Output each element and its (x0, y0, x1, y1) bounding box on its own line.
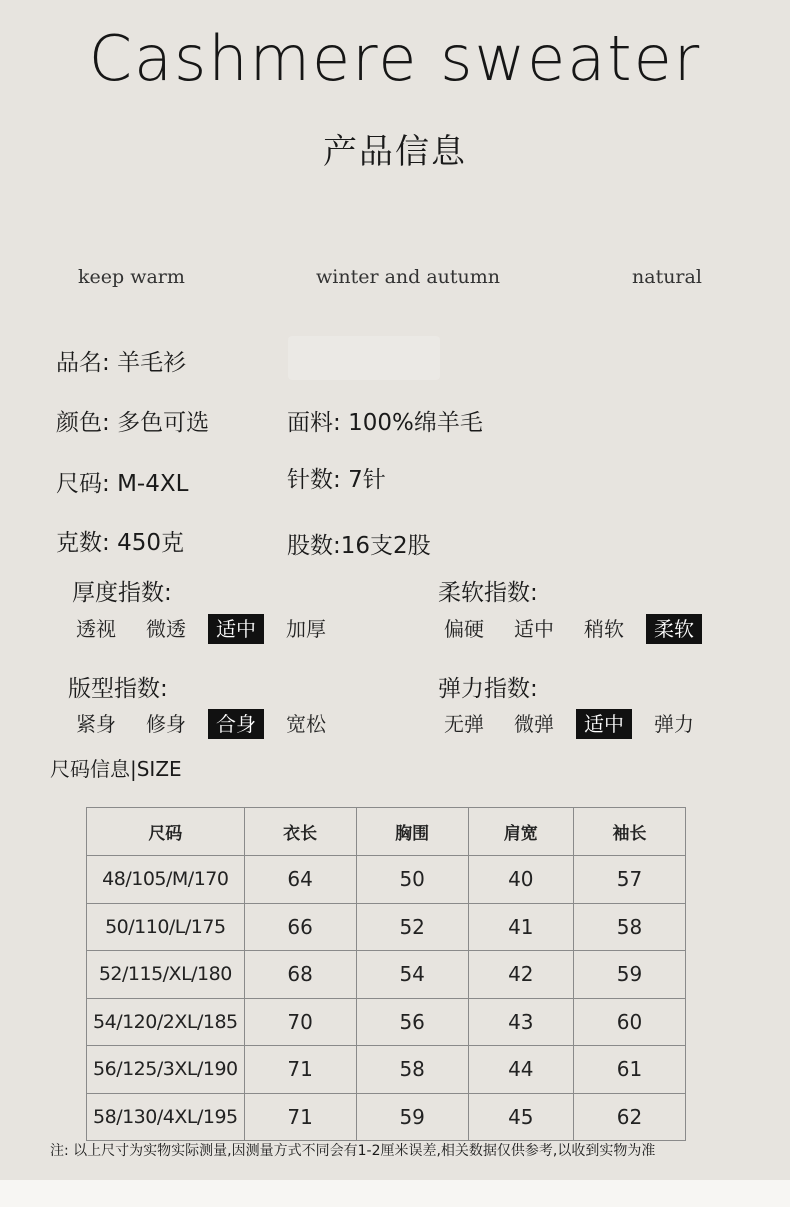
table-cell: 44 (468, 1046, 573, 1094)
table-row (87, 903, 686, 951)
table-cell: 54 (356, 951, 468, 999)
size-table (86, 807, 686, 1141)
spec-ply: 股数:16支2股 (287, 533, 431, 559)
page-title: Cashmere sweater (88, 22, 702, 95)
elasticity-index-title: 弹力指数 : (438, 670, 538, 703)
elasticity-option: 无弹 (444, 712, 484, 736)
table-cell: 58 (573, 903, 685, 951)
table-cell: 59 (573, 951, 685, 999)
table-row (87, 856, 686, 904)
blurred-watermark (288, 336, 440, 380)
softness-index-title: 柔软指数 : (438, 574, 538, 607)
table-row (87, 998, 686, 1046)
table-cell: 58 (356, 1046, 468, 1094)
table-cell: 41 (468, 903, 573, 951)
thickness-option: 透视 (76, 617, 116, 641)
thickness-option: 加厚 (286, 617, 326, 641)
section-title: 产品信息 (323, 132, 467, 172)
spec-needles: 针数 : 7针 (287, 461, 386, 494)
fit-index-options (68, 709, 348, 739)
column-header: 尺码 (87, 808, 245, 856)
feature-tag-keep-warm: keep warm (78, 266, 185, 288)
fit-option: 紧身 (76, 712, 116, 736)
table-cell: 68 (244, 951, 356, 999)
column-header: 胸围 (356, 808, 468, 856)
table-cell: 43 (468, 998, 573, 1046)
table-row (87, 1046, 686, 1094)
feature-tag-natural: natural (632, 266, 702, 288)
table-cell: 50/110/L/175 (87, 903, 245, 951)
spec-fabric: 面料 : 100%绵羊毛 (287, 404, 483, 437)
table-cell: 54/120/2XL/185 (87, 998, 245, 1046)
size-table-header-row (87, 808, 686, 856)
elasticity-option: 微弹 (514, 712, 554, 736)
softness-option: 偏硬 (444, 617, 484, 641)
fit-index-title: 版型指数 : (68, 670, 168, 703)
spec-size: 尺码 : M-4XL (56, 465, 188, 498)
fit-option: 宽松 (286, 712, 326, 736)
table-cell: 61 (573, 1046, 685, 1094)
table-cell: 62 (573, 1093, 685, 1141)
spec-product-name: 品名 : 羊毛衫 (56, 344, 186, 377)
table-cell: 70 (244, 998, 356, 1046)
column-header: 肩宽 (468, 808, 573, 856)
table-cell: 71 (244, 1046, 356, 1094)
spec-weight: 克数 : 450克 (56, 524, 184, 557)
thickness-index-title: 厚度指数 : (72, 574, 172, 607)
table-row (87, 951, 686, 999)
table-cell: 50 (356, 856, 468, 904)
table-cell: 40 (468, 856, 573, 904)
table-cell: 66 (244, 903, 356, 951)
thickness-index-options (68, 614, 348, 644)
softness-index-options (436, 614, 716, 644)
spec-color: 颜色 : 多色可选 (56, 404, 209, 437)
column-header: 袖长 (573, 808, 685, 856)
thickness-option: 微透 (146, 617, 186, 641)
table-cell: 59 (356, 1093, 468, 1141)
table-cell: 42 (468, 951, 573, 999)
measurement-note: 注: 以上尺寸为实物实际测量,因测量方式不同会有1-2厘米误差,相关数据仅供参考,以收到实物为准 (50, 1143, 656, 1159)
feature-tag-season: winter and autumn (316, 266, 501, 288)
table-cell: 71 (244, 1093, 356, 1141)
table-cell: 56 (356, 998, 468, 1046)
table-cell: 52/115/XL/180 (87, 951, 245, 999)
fit-option: 修身 (146, 712, 186, 736)
elasticity-option: 适中 (576, 709, 632, 739)
fit-option: 合身 (208, 709, 264, 739)
table-row (87, 1093, 686, 1141)
column-header: 衣长 (244, 808, 356, 856)
elasticity-option: 弹力 (654, 712, 694, 736)
table-cell: 52 (356, 903, 468, 951)
elasticity-index-options (436, 709, 716, 739)
softness-option: 柔软 (646, 614, 702, 644)
softness-option: 稍软 (584, 617, 624, 641)
thickness-option: 适中 (208, 614, 264, 644)
table-cell: 48/105/M/170 (87, 856, 245, 904)
table-cell: 64 (244, 856, 356, 904)
size-info-heading: 尺码信息|SIZE (50, 757, 182, 781)
table-cell: 60 (573, 998, 685, 1046)
table-cell: 56/125/3XL/190 (87, 1046, 245, 1094)
table-cell: 58/130/4XL/195 (87, 1093, 245, 1141)
bottom-strip (0, 1180, 790, 1207)
table-cell: 57 (573, 856, 685, 904)
softness-option: 适中 (514, 617, 554, 641)
table-cell: 45 (468, 1093, 573, 1141)
